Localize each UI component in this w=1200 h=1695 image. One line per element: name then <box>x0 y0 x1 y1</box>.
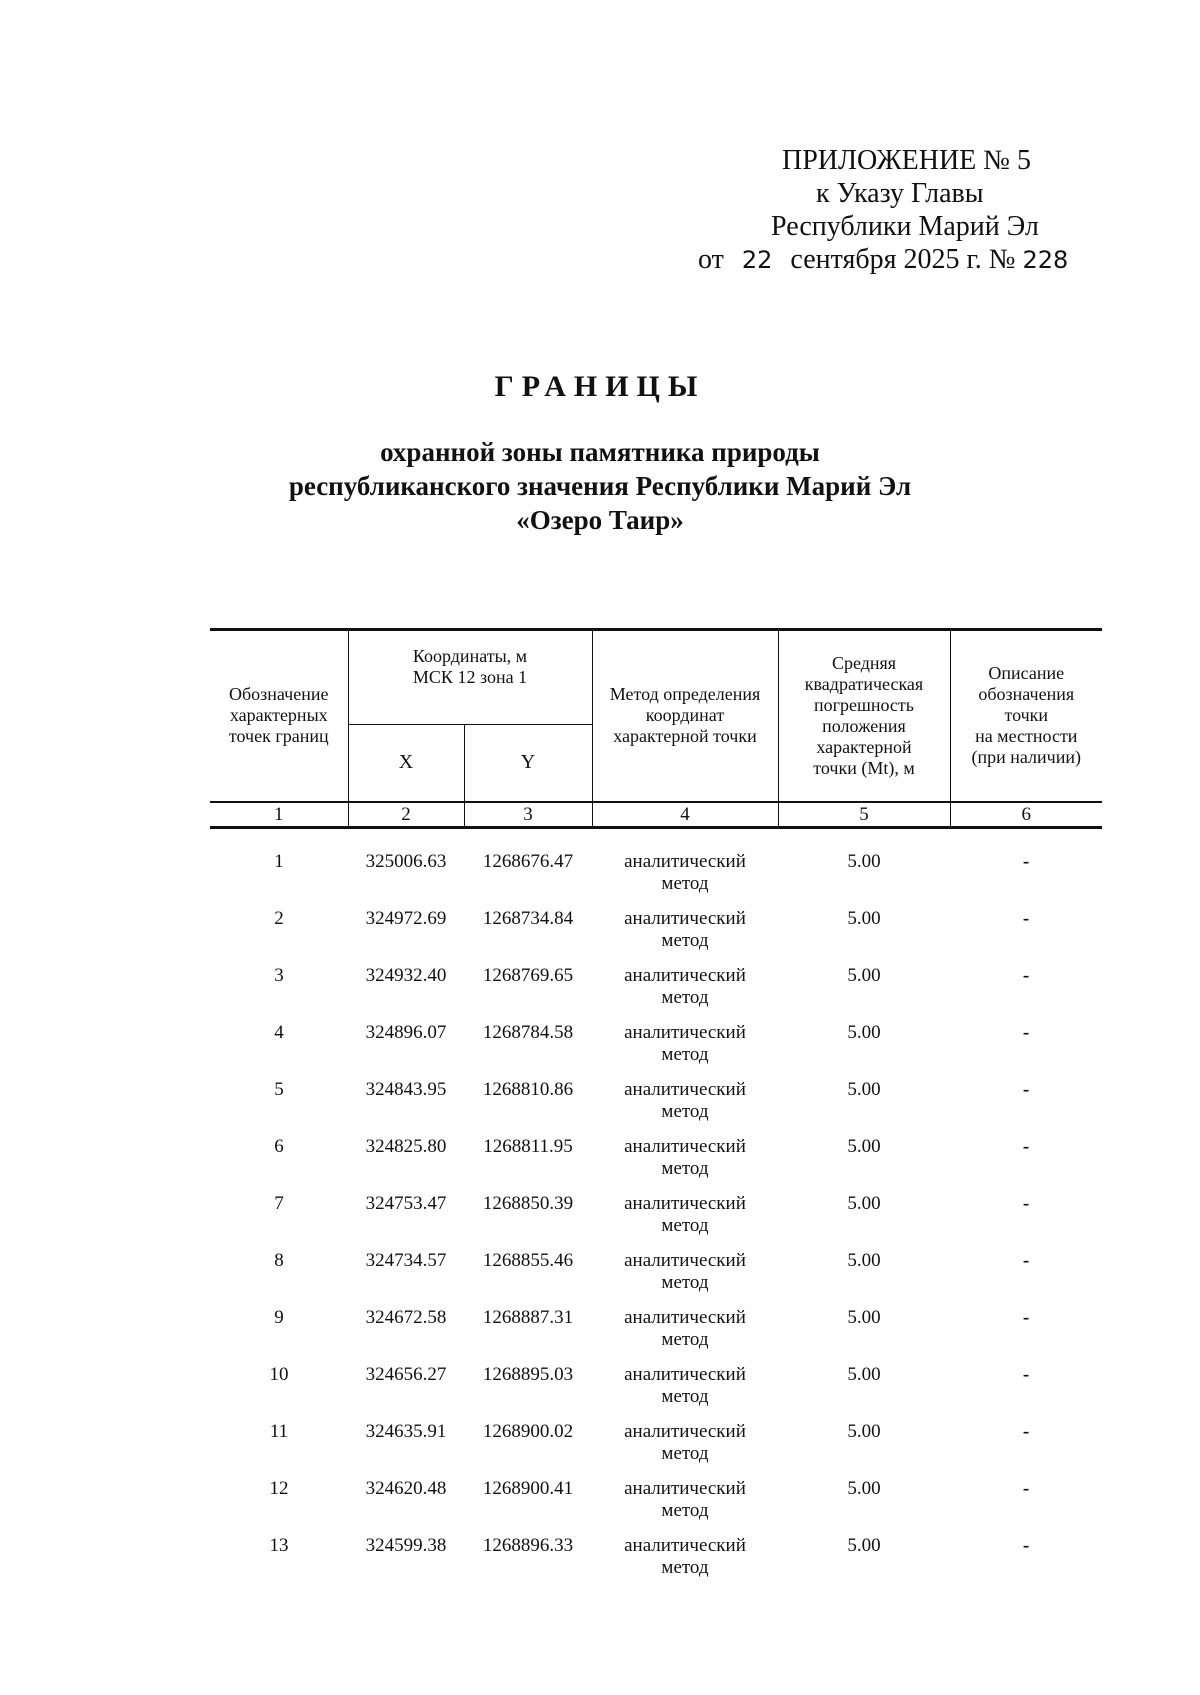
coord-y: 1268887.31 <box>482 1306 574 1328</box>
method-line-2: метод <box>661 1100 709 1122</box>
coord-x: 324932.40 <box>365 964 447 986</box>
mean-square-error: 5.00 <box>847 1534 881 1556</box>
method-line-1: аналитический <box>624 1078 746 1100</box>
point-description: - <box>1022 1192 1030 1214</box>
mean-square-error: 5.00 <box>847 850 881 872</box>
coord-y: 1268810.86 <box>482 1078 574 1100</box>
header-mean-square-error: Средняя квадратическая погрешность положения характерной точки (Mt), м <box>778 630 950 802</box>
column-number: 2 <box>348 802 464 828</box>
appendix-decree-ref: к Указу Главы <box>816 178 984 209</box>
method-line-1: аналитический <box>624 964 746 986</box>
table-row <box>210 1364 1102 1421</box>
point-number: 11 <box>269 1420 289 1442</box>
point-number: 10 <box>269 1363 289 1385</box>
point-number: 4 <box>274 1021 284 1043</box>
appendix-date-month-year: сентября 2025 г. № <box>790 244 1016 275</box>
mean-square-error: 5.00 <box>847 1420 881 1442</box>
coord-y: 1268895.03 <box>482 1363 574 1385</box>
header-method: Метод определения координат характерной точки <box>592 630 778 802</box>
method-line-1: аналитический <box>624 1534 746 1556</box>
coord-x: 324635.91 <box>365 1420 447 1442</box>
point-number: 13 <box>269 1534 289 1556</box>
method-line-1: аналитический <box>624 1249 746 1271</box>
table-row <box>210 908 1102 965</box>
method-line-1: аналитический <box>624 907 746 929</box>
mean-square-error: 5.00 <box>847 1192 881 1214</box>
coord-x: 324672.58 <box>365 1306 447 1328</box>
appendix-title: ПРИЛОЖЕНИЕ № 5 <box>782 145 1031 176</box>
appendix-republic: Республики Марий Эл <box>771 211 1039 242</box>
coord-x: 324896.07 <box>365 1021 447 1043</box>
appendix-decree-number: 228 <box>1022 246 1069 274</box>
header-y: Y <box>464 725 592 802</box>
coord-y: 1268811.95 <box>483 1135 573 1157</box>
method <box>592 908 778 965</box>
point-number: 12 <box>269 1477 289 1499</box>
coord-y: 1268900.41 <box>482 1477 574 1499</box>
column-number: 5 <box>778 802 950 828</box>
method <box>592 1250 778 1307</box>
coord-x: 324620.48 <box>365 1477 447 1499</box>
column-number: 6 <box>950 802 1102 828</box>
point-number: 2 <box>274 907 284 929</box>
coord-x: 324972.69 <box>365 907 447 929</box>
coord-y: 1268784.58 <box>482 1021 574 1043</box>
appendix-date-line <box>698 243 1068 277</box>
table-row <box>210 1307 1102 1364</box>
appendix-date-prefix: от <box>698 244 724 275</box>
point-number: 5 <box>274 1078 284 1100</box>
point-description: - <box>1022 1135 1030 1157</box>
point-description: - <box>1022 1477 1030 1499</box>
document-subtitle <box>0 435 1200 537</box>
appendix-date-day: 22 <box>741 246 773 274</box>
table-row <box>210 965 1102 1022</box>
coord-y: 1268850.39 <box>482 1192 574 1214</box>
method-line-2: метод <box>661 1157 709 1179</box>
table-row <box>210 1478 1102 1535</box>
mean-square-error: 5.00 <box>847 1477 881 1499</box>
point-description: - <box>1022 1420 1030 1442</box>
point-number: 3 <box>274 964 284 986</box>
method <box>592 1193 778 1250</box>
mean-square-error: 5.00 <box>847 964 881 986</box>
table-row <box>210 1136 1102 1193</box>
table-row <box>210 827 1102 908</box>
mean-square-error: 5.00 <box>847 907 881 929</box>
point-description: - <box>1022 1249 1030 1271</box>
coord-y: 1268896.33 <box>482 1534 574 1556</box>
method-line-2: метод <box>661 872 709 894</box>
point-description: - <box>1022 850 1030 872</box>
point-description: - <box>1022 1021 1030 1043</box>
coord-x: 324599.38 <box>365 1534 447 1556</box>
method-line-2: метод <box>661 1214 709 1236</box>
method <box>592 1535 778 1592</box>
point-number: 1 <box>274 850 284 872</box>
method-line-2: метод <box>661 1442 709 1464</box>
subtitle-line-2: республиканского значения Республики Марий Эл <box>288 471 912 501</box>
method <box>592 1478 778 1535</box>
coord-y: 1268855.46 <box>482 1249 574 1271</box>
coord-x: 324656.27 <box>365 1363 447 1385</box>
point-description: - <box>1022 907 1030 929</box>
coord-y: 1268900.02 <box>482 1420 574 1442</box>
method-line-2: метод <box>661 1271 709 1293</box>
method-line-1: аналитический <box>624 1477 746 1499</box>
table-row <box>210 1022 1102 1079</box>
column-number: 3 <box>464 802 592 828</box>
mean-square-error: 5.00 <box>847 1021 881 1043</box>
method-line-2: метод <box>661 1043 709 1065</box>
method-line-1: аналитический <box>624 1306 746 1328</box>
table-row <box>210 1250 1102 1307</box>
header-coordinates: Координаты, м МСК 12 зона 1 <box>348 630 592 725</box>
method-line-2: метод <box>661 1385 709 1407</box>
coord-x: 325006.63 <box>365 850 447 872</box>
mean-square-error: 5.00 <box>847 1249 881 1271</box>
point-number: 6 <box>274 1135 284 1157</box>
subtitle-line-3: «Озеро Таир» <box>516 505 684 535</box>
point-description: - <box>1022 1306 1030 1328</box>
point-number: 8 <box>274 1249 284 1271</box>
coord-x: 324825.80 <box>365 1135 447 1157</box>
method-line-2: метод <box>661 1328 709 1350</box>
mean-square-error: 5.00 <box>847 1306 881 1328</box>
subtitle-line-1: охранной зоны памятника природы <box>380 437 820 467</box>
method-line-1: аналитический <box>624 1135 746 1157</box>
method-line-2: метод <box>661 929 709 951</box>
method-line-1: аналитический <box>624 1420 746 1442</box>
mean-square-error: 5.00 <box>847 1078 881 1100</box>
method-line-2: метод <box>661 1556 709 1578</box>
header-description: Описание обозначения точки на местности (при наличии) <box>950 630 1102 802</box>
table-row <box>210 1421 1102 1478</box>
point-number: 7 <box>274 1192 284 1214</box>
point-description: - <box>1022 1363 1030 1385</box>
method-line-1: аналитический <box>624 1363 746 1385</box>
method-line-2: метод <box>661 986 709 1008</box>
method <box>592 1022 778 1079</box>
method <box>592 965 778 1022</box>
method <box>592 1307 778 1364</box>
table-row <box>210 1193 1102 1250</box>
document-title: ГРАНИЦЫ <box>494 370 706 403</box>
table-row <box>210 1079 1102 1136</box>
method <box>592 1136 778 1193</box>
coord-x: 324843.95 <box>365 1078 447 1100</box>
coord-y: 1268769.65 <box>482 964 574 986</box>
method <box>592 1079 778 1136</box>
method <box>592 1421 778 1478</box>
column-number: 4 <box>592 802 778 828</box>
coord-y: 1268734.84 <box>482 907 574 929</box>
point-description: - <box>1022 964 1030 986</box>
coord-x: 324734.57 <box>365 1249 447 1271</box>
method-line-1: аналитический <box>624 1021 746 1043</box>
method <box>592 827 778 908</box>
method-line-2: метод <box>661 1499 709 1521</box>
column-number: 1 <box>210 802 348 828</box>
point-description: - <box>1022 1534 1030 1556</box>
boundary-points-table <box>210 628 1102 1592</box>
method-line-1: аналитический <box>624 850 746 872</box>
header-x: X <box>348 725 464 802</box>
point-number: 9 <box>274 1306 284 1328</box>
mean-square-error: 5.00 <box>847 1135 881 1157</box>
method <box>592 1364 778 1421</box>
mean-square-error: 5.00 <box>847 1363 881 1385</box>
method-line-1: аналитический <box>624 1192 746 1214</box>
coord-y: 1268676.47 <box>482 850 574 872</box>
point-description: - <box>1022 1078 1030 1100</box>
coord-x: 324753.47 <box>365 1192 447 1214</box>
table-row <box>210 1535 1102 1592</box>
header-point-designation: Обозначение характерных точек границ <box>210 630 348 802</box>
